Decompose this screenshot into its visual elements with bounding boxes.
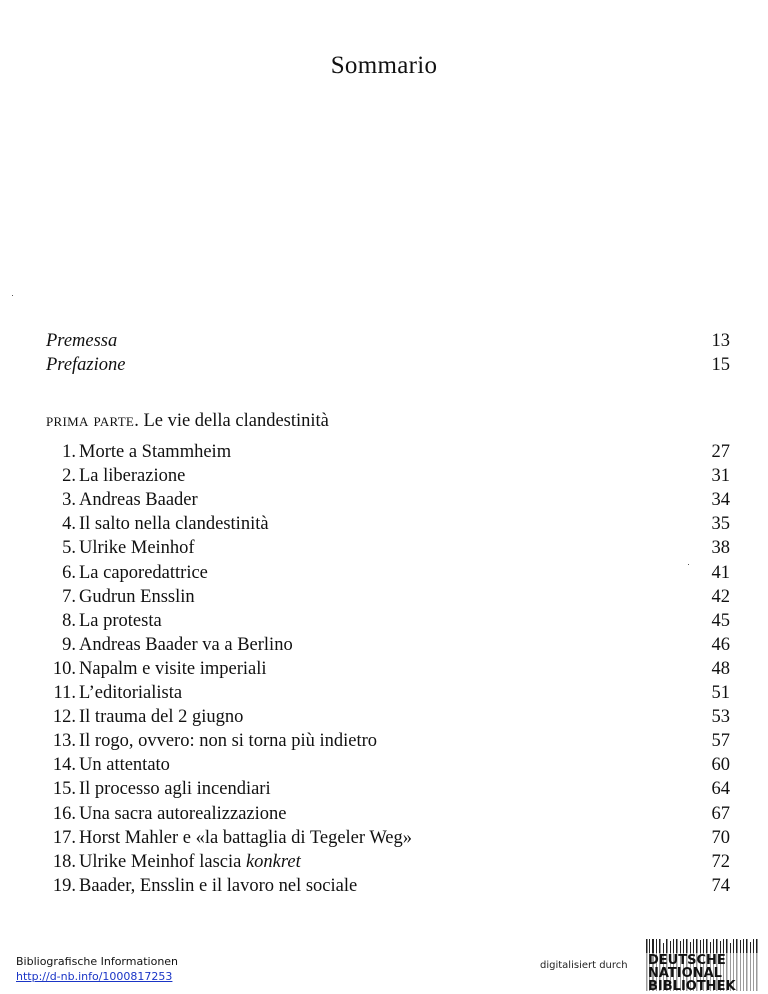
toc-entry-chapter[interactable]	[46, 753, 730, 777]
chapter-number: 7.	[62, 586, 76, 607]
chapter-number: 4.	[62, 514, 76, 535]
toc-entry-chapter[interactable]	[46, 850, 730, 874]
chapter-number: 12.	[52, 707, 76, 728]
chapter-title	[79, 561, 208, 585]
chapter-title	[79, 874, 357, 898]
part-title: Le vie della clandestinità	[143, 411, 329, 431]
chapter-title	[79, 777, 271, 801]
chapter-title	[79, 512, 269, 536]
toc-entry-chapter[interactable]	[46, 633, 730, 657]
toc-page-number: 53	[711, 707, 730, 728]
chapter-title	[79, 850, 301, 874]
chapter-title-text: Il processo agli incendiari	[79, 779, 271, 800]
chapter-number: 5.	[62, 538, 76, 559]
chapter-title	[79, 705, 243, 729]
chapter-number: 10.	[52, 658, 76, 679]
toc-entry-chapter[interactable]	[46, 609, 730, 633]
chapter-number: 6.	[62, 562, 76, 583]
chapter-title-text: Una sacra autorealizzazione	[79, 803, 287, 824]
toc-page-number: 57	[711, 731, 730, 752]
part-label: prima parte	[46, 410, 135, 430]
toc-entry-chapter[interactable]	[46, 657, 730, 681]
toc-page-number: 64	[711, 779, 730, 800]
chapter-number: 11.	[53, 683, 76, 703]
toc-page-number: 31	[711, 466, 730, 487]
toc-entry-chapter[interactable]	[46, 874, 730, 898]
chapter-title-text: L’editorialista	[79, 683, 183, 703]
chapter-title	[79, 802, 286, 826]
chapter-title	[79, 464, 185, 488]
chapter-number: 15.	[52, 779, 76, 800]
chapter-title	[79, 657, 267, 681]
toc-entry-chapter[interactable]	[46, 585, 730, 609]
toc-page-number: 41	[711, 562, 730, 583]
chapter-title-text: Baader, Ensslin e il lavoro nel sociale	[79, 875, 358, 896]
logo-line: DEUTSCHE	[648, 953, 726, 968]
toc-page-number: 34	[711, 490, 730, 511]
toc-entry-chapter[interactable]	[46, 729, 730, 753]
digitized-by-label: digitalisiert durch	[540, 960, 628, 971]
chapter-title	[79, 826, 412, 850]
chapter-title	[79, 633, 293, 657]
chapter-number: 3.	[62, 490, 76, 511]
toc-entry-chapter[interactable]	[46, 705, 730, 729]
chapter-title	[79, 440, 231, 464]
toc-page-number: 72	[711, 851, 730, 872]
toc-page-number: 46	[711, 634, 730, 655]
toc-page-number: 38	[711, 538, 730, 559]
chapter-title-italic: konkret	[245, 851, 301, 872]
chapter-title-text: Andreas Baader	[79, 490, 198, 511]
toc-page-number: 35	[711, 514, 730, 535]
bib-info-link[interactable]: http://d-nb.info/1000817253	[16, 970, 173, 983]
toc-page-number: 48	[711, 658, 730, 679]
chapter-title-text: Il salto nella clandestinità	[79, 514, 269, 535]
toc-page-number: 13	[711, 331, 730, 351]
chapter-title-text: Andreas Baader va a Berlino	[79, 634, 293, 655]
chapter-title	[79, 753, 170, 777]
toc-page-number: 51	[711, 683, 730, 703]
chapter-number: 17.	[52, 827, 76, 848]
chapter-title	[79, 585, 195, 609]
toc-page-number: 74	[711, 875, 730, 896]
toc-page-number: 60	[711, 755, 730, 776]
toc-entry-premessa[interactable]	[46, 329, 730, 353]
chapter-number: 16.	[52, 803, 76, 824]
toc-page-number: 67	[711, 803, 730, 824]
toc-page-number: 70	[711, 827, 730, 848]
logo-line: BIBLIOTHEK	[648, 979, 736, 993]
toc-entry-chapter[interactable]	[46, 802, 730, 826]
chapter-title-text: Napalm e visite imperiali	[79, 658, 267, 679]
toc-page-number: 15	[711, 355, 730, 375]
toc-entry-chapter[interactable]	[46, 464, 730, 488]
chapter-title-text: La caporedattrice	[79, 562, 208, 583]
logo-line: NATIONAL	[648, 966, 722, 981]
scan-speck	[12, 295, 13, 296]
chapter-title	[79, 681, 182, 705]
chapter-title-text: La protesta	[79, 610, 162, 631]
toc-entry-chapter[interactable]	[46, 561, 730, 585]
chapter-title	[79, 488, 198, 512]
toc-entry-chapter[interactable]	[46, 440, 730, 464]
chapter-title-text: La liberazione	[79, 466, 186, 487]
toc-entry-chapter[interactable]	[46, 488, 730, 512]
toc-entry-chapter[interactable]	[46, 777, 730, 801]
chapter-number: 14.	[52, 755, 76, 776]
chapter-number: 18.	[52, 851, 76, 872]
chapter-title-text: Morte a Stammheim	[79, 442, 232, 462]
part-separator: .	[134, 411, 144, 431]
chapter-title-text: Horst Mahler e «la battaglia di Tegeler Weg»	[79, 827, 413, 848]
toc-entry-chapter[interactable]	[46, 681, 730, 705]
chapter-title-text: Gudrun Ensslin	[79, 586, 195, 607]
page-title: Sommario	[330, 52, 438, 79]
toc-entry-prefazione[interactable]	[46, 353, 730, 377]
toc-entry-chapter[interactable]	[46, 536, 730, 560]
chapter-title	[79, 609, 162, 633]
chapter-title	[79, 729, 377, 753]
chapter-number: 9.	[62, 634, 76, 655]
chapter-number: 19.	[52, 875, 76, 896]
chapter-title-text: Un attentato	[79, 755, 170, 776]
chapter-title-text: Il rogo, ovvero: non si torna più indietro	[79, 731, 378, 752]
bib-info-label: Bibliografische Informationen	[16, 955, 179, 968]
part-heading	[46, 408, 329, 433]
chapter-title-text: Ulrike Meinhof lascia	[79, 851, 246, 872]
toc-page-number: 45	[711, 610, 730, 631]
chapter-number: 8.	[62, 610, 76, 631]
chapter-number: 13.	[52, 731, 76, 752]
chapter-number: 1.	[62, 442, 76, 462]
chapter-title-text: Ulrike Meinhof	[79, 538, 195, 559]
dnb-logo	[646, 937, 758, 993]
toc-entry-chapter[interactable]	[46, 512, 730, 536]
bibliographic-info	[16, 954, 178, 984]
toc-entry-chapter[interactable]	[46, 826, 730, 850]
chapter-title-text: Il trauma del 2 giugno	[79, 707, 244, 728]
toc-page-number: 27	[711, 442, 730, 462]
chapter-title	[79, 536, 195, 560]
toc-entry-label: Premessa	[46, 331, 118, 351]
chapter-number: 2.	[62, 466, 76, 487]
toc-entry-label: Prefazione	[46, 355, 126, 375]
toc-page-number: 42	[711, 586, 730, 607]
